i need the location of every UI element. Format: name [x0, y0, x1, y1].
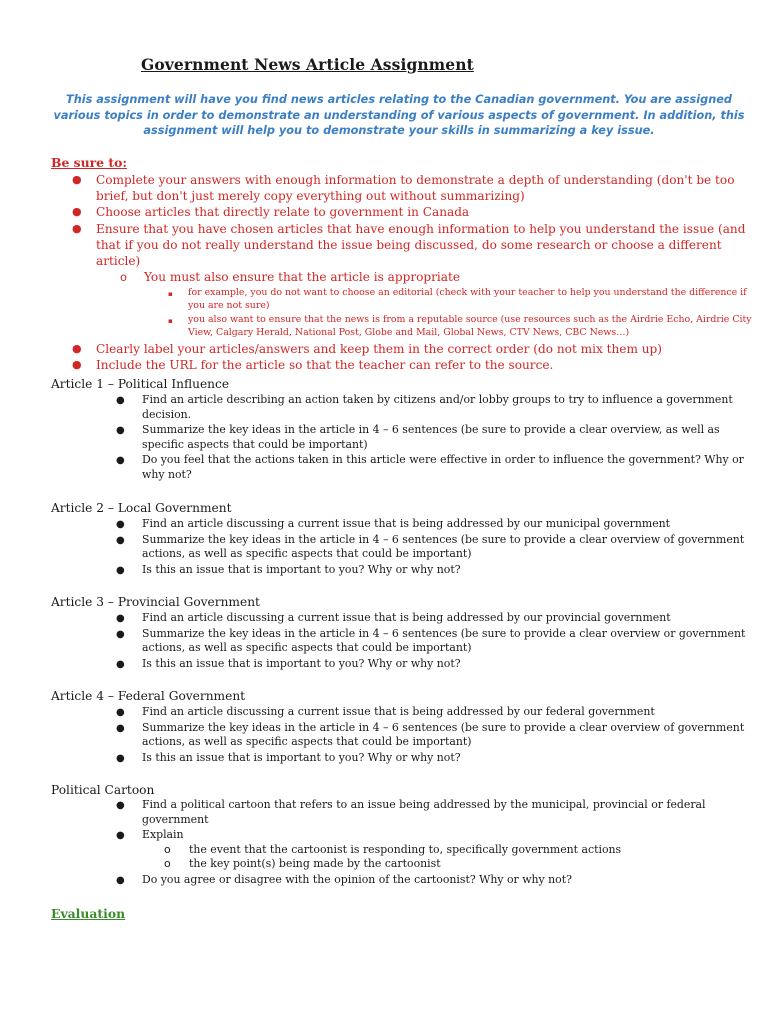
- document-title: Government News Article Assignment: [141, 55, 474, 74]
- list-item: ● Is this an issue that is important to you? Why or why not?: [116, 563, 756, 578]
- list-item: ● Complete your answers with enough information to demonstrate a depth of understanding (don't be too brief, but don't just merely copy everything out without summarizing): [72, 173, 735, 204]
- list-item: ● Summarize the key ideas in the article in 4 – 6 sentences (be sure to provide a clear overview of government actions, as well as specific aspects that could be important): [116, 532, 745, 561]
- article-3-list: [116, 611, 756, 672]
- list-item: ● Find an article discussing a current issue that is being addressed by our provincial government: [116, 611, 756, 626]
- bullet-icon: ●: [72, 357, 82, 371]
- article-2-list: [116, 517, 756, 578]
- bullet-icon: ●: [116, 658, 125, 670]
- circle-bullet-icon: o: [164, 857, 171, 871]
- circle-bullet-icon: o: [120, 270, 128, 285]
- bullet-icon: ●: [116, 519, 125, 530]
- article-4-list: [116, 705, 756, 766]
- bullet-icon: ●: [116, 722, 125, 734]
- bullet-icon: ●: [116, 455, 125, 467]
- political-cartoon-heading: Political Cartoon: [51, 783, 155, 797]
- sub-list-item: o the event that the cartoonist is responding to, specifically government actions: [164, 842, 622, 856]
- article-1-heading: Article 1 – Political Influence: [51, 377, 230, 391]
- bullet-icon: ●: [116, 752, 125, 764]
- list-item: ● Explain o the event that the cartoonist is responding to, specifically government actions o the key point(s) being made by the cartoonist: [116, 828, 756, 872]
- bullet-icon: ●: [72, 205, 82, 219]
- list-item: ● Do you feel that the actions taken in this article were effective in order to influence the government? Why or why not?: [116, 453, 744, 481]
- list-item: ● Clearly label your articles/answers and keep them in the correct order (do not mix them up): [72, 341, 663, 356]
- bullet-icon: ●: [116, 425, 125, 437]
- list-item: ● Ensure that you have chosen articles that have enough information to help you understand the issue (and that if you do not really understand the issue being discussed, do some research or choose a different article) o You must also ensure that the article is appropriate ▪ for example, you do not want to choose an editorial (check with your teacher to help you understand the difference if you are not sure) ▪ you also want to ensure that the news is from a reputable source (use resources such as the Airdrie Echo, Airdrie City View, Calgary Herald, National Post, Globe and Mail, Global News, CTV News, CBC News…): [72, 221, 752, 338]
- list-item: ● Find an article discussing a current issue that is being addressed by our federal government: [116, 705, 756, 720]
- sub-list-item: o You must also ensure that the article is appropriate ▪ for example, you do not want to choose an editorial (check with your teacher to help you understand the difference if you are not sure) ▪ you also want to ensure that the news is from a reputable source (use resources such as the Airdrie Echo, Airdrie City View, Calgary Herald, National Post, Globe and Mail, Global News, CTV News, CBC News…): [120, 270, 752, 338]
- list-item: ● Summarize the key ideas in the article in 4 – 6 sentences (be sure to provide a clear overview of government actions, as well as specific aspects that could be important): [116, 720, 745, 749]
- list-item: ● Summarize the key ideas in the article in 4 – 6 sentences (be sure to provide a clear overview, as well as specific aspects that could be important): [116, 423, 720, 451]
- list-item: ● Is this an issue that is important to you? Why or why not?: [116, 751, 756, 766]
- list-item: ● Find an article describing an action taken by citizens and/or lobby groups to try to influence a government decision.: [116, 393, 733, 421]
- bullet-icon: ●: [116, 613, 125, 624]
- list-item: ● Find an article discussing a current issue that is being addressed by our municipal government: [116, 517, 756, 532]
- article-4-heading: Article 4 – Federal Government: [51, 689, 246, 703]
- article-1-list: [116, 393, 756, 484]
- list-item: ● Do you agree or disagree with the opinion of the cartoonist? Why or why not?: [116, 873, 756, 888]
- bullet-icon: ●: [116, 830, 125, 842]
- bullet-icon: ●: [72, 341, 82, 355]
- list-item: ● Include the URL for the article so that the teacher can refer to the source.: [72, 357, 554, 372]
- bullet-icon: ●: [72, 221, 82, 235]
- bullet-icon: ●: [116, 800, 125, 811]
- circle-bullet-icon: o: [164, 842, 171, 856]
- sub-list-item: o the key point(s) being made by the cartoonist: [164, 857, 441, 871]
- be-sure-heading: Be sure to:: [51, 155, 127, 170]
- list-item: ● Choose articles that directly relate to government in Canada: [72, 205, 470, 220]
- square-bullet-icon: ▪: [168, 290, 173, 299]
- bullet-icon: ●: [116, 534, 125, 546]
- sub-list: [118, 269, 752, 339]
- sub-sub-list: [166, 287, 752, 339]
- bullet-icon: ●: [116, 564, 125, 576]
- intro-paragraph: This assignment will have you find news articles relating to the Canadian government. You are assigned various topics in order to demonstrate an understanding of various aspects of government. In addition, this assignment will help you to demonstrate your skills in summarizing a key issue.: [53, 93, 745, 138]
- sub-list: [164, 843, 756, 872]
- article-3-heading: Article 3 – Provincial Government: [51, 595, 260, 609]
- bullet-icon: ●: [116, 707, 125, 718]
- bullet-icon: ●: [72, 173, 82, 186]
- square-bullet-icon: ▪: [168, 317, 173, 326]
- evaluation-heading: Evaluation: [51, 906, 126, 921]
- sub-sub-list-item: ▪ for example, you do not want to choose an editorial (check with your teacher to help you understand the difference if you are not sure): [168, 287, 747, 312]
- political-cartoon-list: [116, 798, 756, 889]
- bullet-icon: ●: [116, 395, 125, 406]
- list-item: ● Summarize the key ideas in the article in 4 – 6 sentences (be sure to provide a clear overview or government actions, as well as specific aspects that could be important): [116, 626, 746, 655]
- list-item: ● Find a political cartoon that refers to an issue being addressed by the municipal, provincial or federal government: [116, 798, 706, 826]
- be-sure-list: [72, 172, 752, 373]
- bullet-icon: ●: [116, 874, 125, 886]
- bullet-icon: ●: [116, 628, 125, 640]
- article-2-heading: Article 2 – Local Government: [51, 501, 232, 515]
- sub-sub-list-item: ▪ you also want to ensure that the news is from a reputable source (use resources such as the Airdrie Echo, Airdrie City View, Calgary Herald, National Post, Globe and Mail, Global News, CTV News, CBC News…): [168, 314, 752, 338]
- list-item: ● Is this an issue that is important to you? Why or why not?: [116, 657, 756, 672]
